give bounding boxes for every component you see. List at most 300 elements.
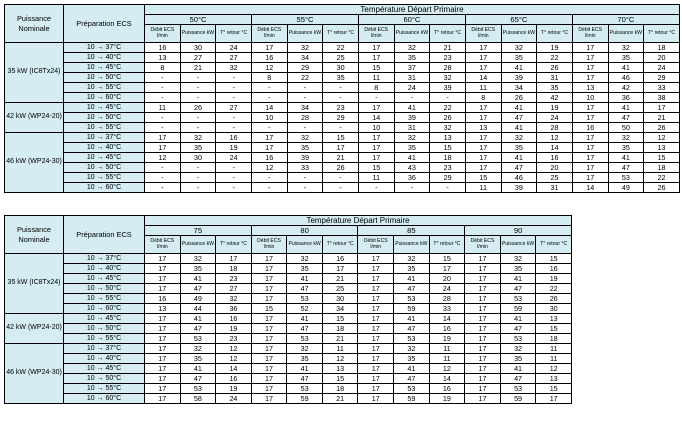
preparation-cell: 10 → 37°C bbox=[64, 133, 145, 143]
value-cell: 39 bbox=[394, 113, 430, 123]
value-cell: 19 bbox=[216, 143, 252, 153]
value-cell: 17 bbox=[145, 254, 181, 264]
value-cell: 17 bbox=[145, 264, 181, 274]
value-cell: 21 bbox=[430, 43, 466, 53]
value-cell: 53 bbox=[394, 294, 430, 304]
value-cell: - bbox=[216, 83, 252, 93]
value-cell: - bbox=[430, 93, 466, 103]
value-cell: 35 bbox=[323, 73, 359, 83]
value-cell: 26 bbox=[537, 63, 573, 73]
value-cell: 13 bbox=[644, 143, 680, 153]
value-cell: 27 bbox=[216, 103, 252, 113]
value-cell: 41 bbox=[394, 364, 430, 374]
value-cell: 13 bbox=[322, 364, 358, 374]
value-cell: 11 bbox=[358, 73, 394, 83]
value-cell: 17 bbox=[251, 314, 287, 324]
value-cell: 17 bbox=[465, 163, 501, 173]
group-header: 55°C bbox=[251, 15, 358, 25]
value-cell: 22 bbox=[323, 43, 359, 53]
value-cell: 22 bbox=[536, 284, 572, 294]
value-cell: 47 bbox=[394, 324, 430, 334]
value-cell: - bbox=[216, 73, 252, 83]
value-cell: 17 bbox=[465, 143, 501, 153]
value-cell: 24 bbox=[394, 83, 430, 93]
value-cell: 21 bbox=[322, 394, 358, 404]
value-cell: 13 bbox=[145, 304, 181, 314]
value-cell: 39 bbox=[501, 183, 537, 193]
value-cell: 17 bbox=[358, 294, 394, 304]
value-cell: 18 bbox=[430, 153, 466, 163]
value-cell: - bbox=[216, 93, 252, 103]
value-cell: 17 bbox=[465, 394, 501, 404]
table-row bbox=[5, 364, 572, 374]
table-row bbox=[5, 314, 572, 324]
value-cell: 33 bbox=[287, 163, 323, 173]
value-cell: 17 bbox=[145, 374, 181, 384]
value-cell: 14 bbox=[429, 314, 465, 324]
value-cell: 11 bbox=[429, 354, 465, 364]
value-cell: 17 bbox=[465, 314, 501, 324]
group-header: 90 bbox=[465, 226, 572, 236]
value-cell: 26 bbox=[644, 183, 680, 193]
value-cell: 19 bbox=[537, 43, 573, 53]
value-cell: 17 bbox=[358, 394, 394, 404]
value-cell: 17 bbox=[251, 254, 287, 264]
value-cell: 32 bbox=[180, 344, 216, 354]
value-cell: 47 bbox=[287, 374, 323, 384]
value-cell: 42 bbox=[537, 93, 573, 103]
value-cell: 32 bbox=[608, 133, 644, 143]
value-cell: 31 bbox=[394, 73, 430, 83]
value-cell: 17 bbox=[251, 394, 287, 404]
value-cell: 39 bbox=[501, 73, 537, 83]
value-cell: 41 bbox=[608, 153, 644, 163]
power-label: 46 kW (WP24-30) bbox=[5, 133, 64, 193]
value-cell: 17 bbox=[358, 153, 394, 163]
value-cell: 29 bbox=[287, 63, 323, 73]
value-cell: 18 bbox=[644, 43, 680, 53]
value-cell: 24 bbox=[216, 394, 252, 404]
value-cell: 41 bbox=[287, 274, 323, 284]
value-cell: 17 bbox=[429, 264, 465, 274]
value-cell: 17 bbox=[145, 284, 181, 294]
value-cell: 17 bbox=[251, 324, 287, 334]
value-cell: 32 bbox=[216, 294, 252, 304]
value-cell: 32 bbox=[608, 43, 644, 53]
value-cell: 49 bbox=[180, 294, 216, 304]
value-cell: 27 bbox=[180, 53, 216, 63]
value-cell: - bbox=[180, 113, 216, 123]
preparation-cell: 10 → 45°C bbox=[64, 314, 145, 324]
value-cell: 17 bbox=[145, 324, 181, 334]
group-header: 50°C bbox=[145, 15, 252, 25]
group-header: 85 bbox=[358, 226, 465, 236]
value-cell: - bbox=[145, 173, 181, 183]
value-cell: 8 bbox=[465, 93, 501, 103]
value-cell: - bbox=[145, 123, 181, 133]
value-cell: 59 bbox=[287, 394, 323, 404]
value-cell: 27 bbox=[216, 284, 252, 294]
value-cell: 17 bbox=[358, 143, 394, 153]
header-row-main bbox=[5, 5, 680, 15]
value-cell: 19 bbox=[537, 103, 573, 113]
value-cell: 47 bbox=[501, 113, 537, 123]
sub-header: Puissance kW bbox=[394, 236, 430, 254]
preparation-cell: 10 → 55°C bbox=[64, 123, 145, 133]
value-cell: 43 bbox=[394, 163, 430, 173]
value-cell: 17 bbox=[145, 354, 181, 364]
value-cell: 11 bbox=[536, 344, 572, 354]
value-cell: - bbox=[287, 183, 323, 193]
value-cell: 35 bbox=[287, 354, 323, 364]
main-temperature-header: Température Départ Primaire bbox=[145, 5, 680, 15]
group-header: 60°C bbox=[358, 15, 465, 25]
value-cell: 30 bbox=[536, 304, 572, 314]
value-cell: - bbox=[180, 173, 216, 183]
value-cell: 35 bbox=[394, 53, 430, 63]
value-cell: 19 bbox=[429, 334, 465, 344]
value-cell: 36 bbox=[394, 173, 430, 183]
value-cell: 20 bbox=[537, 163, 573, 173]
value-cell: - bbox=[287, 173, 323, 183]
value-cell: 35 bbox=[287, 143, 323, 153]
value-cell: 17 bbox=[465, 133, 501, 143]
value-cell: 35 bbox=[180, 143, 216, 153]
table-row bbox=[5, 123, 680, 133]
value-cell: 17 bbox=[465, 294, 501, 304]
sub-header: T° retour °C bbox=[322, 236, 358, 254]
value-cell: 17 bbox=[465, 354, 501, 364]
value-cell: 20 bbox=[429, 274, 465, 284]
table-row bbox=[5, 143, 680, 153]
value-cell: - bbox=[145, 83, 181, 93]
value-cell: 12 bbox=[644, 133, 680, 143]
value-cell: 49 bbox=[608, 183, 644, 193]
value-cell: 29 bbox=[644, 73, 680, 83]
value-cell: - bbox=[323, 93, 359, 103]
value-cell: 18 bbox=[536, 334, 572, 344]
value-cell: 14 bbox=[429, 374, 465, 384]
value-cell: 47 bbox=[608, 163, 644, 173]
value-cell: 47 bbox=[180, 324, 216, 334]
value-cell: 32 bbox=[501, 133, 537, 143]
value-cell: 15 bbox=[536, 254, 572, 264]
value-cell: 47 bbox=[287, 324, 323, 334]
value-cell: 16 bbox=[251, 153, 287, 163]
value-cell: 17 bbox=[572, 53, 608, 63]
value-cell: 59 bbox=[500, 394, 536, 404]
value-cell: 59 bbox=[394, 304, 430, 314]
value-cell: 29 bbox=[430, 173, 466, 183]
value-cell: 36 bbox=[216, 304, 252, 314]
value-cell: 17 bbox=[145, 344, 181, 354]
sub-header: T° retour °C bbox=[216, 25, 252, 43]
value-cell: 24 bbox=[429, 284, 465, 294]
value-cell: 41 bbox=[394, 274, 430, 284]
value-cell: 34 bbox=[501, 83, 537, 93]
value-cell: - bbox=[216, 123, 252, 133]
value-cell: 17 bbox=[322, 264, 358, 274]
sub-header: T° retour °C bbox=[429, 236, 465, 254]
value-cell: 33 bbox=[644, 83, 680, 93]
value-cell: 17 bbox=[358, 374, 394, 384]
performance-table-75-90 bbox=[4, 215, 572, 404]
value-cell: 13 bbox=[465, 123, 501, 133]
power-label: 42 kW (WP24-20) bbox=[5, 103, 64, 133]
value-cell: - bbox=[145, 73, 181, 83]
value-cell: 19 bbox=[536, 274, 572, 284]
value-cell: 32 bbox=[501, 43, 537, 53]
table-row bbox=[5, 113, 680, 123]
value-cell: 17 bbox=[251, 133, 287, 143]
value-cell: 46 bbox=[501, 173, 537, 183]
value-cell: 15 bbox=[429, 254, 465, 264]
value-cell: 12 bbox=[429, 364, 465, 374]
value-cell: 17 bbox=[465, 113, 501, 123]
sub-header: Puissance kW bbox=[608, 25, 644, 43]
value-cell: 14 bbox=[465, 73, 501, 83]
sub-header: Puissance kW bbox=[500, 236, 536, 254]
value-cell: 22 bbox=[287, 73, 323, 83]
value-cell: 47 bbox=[500, 284, 536, 294]
table-row bbox=[5, 133, 680, 143]
value-cell: 21 bbox=[323, 153, 359, 163]
value-cell: 16 bbox=[429, 384, 465, 394]
value-cell: 17 bbox=[358, 254, 394, 264]
value-cell: 41 bbox=[500, 314, 536, 324]
value-cell: 17 bbox=[251, 354, 287, 364]
sub-header: Puissance kW bbox=[180, 236, 216, 254]
value-cell: 32 bbox=[500, 344, 536, 354]
value-cell: 17 bbox=[358, 364, 394, 374]
value-cell: 35 bbox=[180, 264, 216, 274]
value-cell: 21 bbox=[322, 334, 358, 344]
value-cell: 15 bbox=[536, 384, 572, 394]
value-cell: 35 bbox=[537, 83, 573, 93]
value-cell: 8 bbox=[251, 73, 287, 83]
value-cell: 17 bbox=[145, 394, 181, 404]
value-cell: 17 bbox=[358, 53, 394, 63]
sub-header: Débit ECS l/min bbox=[251, 25, 287, 43]
value-cell: 53 bbox=[500, 294, 536, 304]
table-row bbox=[5, 334, 572, 344]
value-cell: 41 bbox=[180, 364, 216, 374]
value-cell: 17 bbox=[358, 264, 394, 274]
power-label: 35 kW (IC8Tx24) bbox=[5, 254, 64, 314]
value-cell: 17 bbox=[251, 344, 287, 354]
sub-header: Débit ECS l/min bbox=[358, 236, 394, 254]
value-cell: 41 bbox=[180, 274, 216, 284]
value-cell: - bbox=[323, 183, 359, 193]
value-cell: 17 bbox=[465, 254, 501, 264]
preparation-cell: 10 → 37°C bbox=[64, 43, 145, 53]
value-cell: 12 bbox=[537, 133, 573, 143]
value-cell: 12 bbox=[536, 364, 572, 374]
value-cell: 17 bbox=[251, 374, 287, 384]
value-cell: 17 bbox=[251, 143, 287, 153]
value-cell: 44 bbox=[180, 304, 216, 314]
value-cell: 18 bbox=[322, 324, 358, 334]
group-header: 65°C bbox=[465, 15, 572, 25]
value-cell: 28 bbox=[429, 294, 465, 304]
value-cell: 14 bbox=[251, 103, 287, 113]
value-cell: 53 bbox=[180, 384, 216, 394]
value-cell: 14 bbox=[572, 183, 608, 193]
value-cell: 10 bbox=[251, 113, 287, 123]
value-cell: - bbox=[394, 93, 430, 103]
value-cell: 35 bbox=[608, 143, 644, 153]
value-cell: 32 bbox=[180, 254, 216, 264]
table-row bbox=[5, 254, 572, 264]
value-cell: 17 bbox=[465, 334, 501, 344]
table-row bbox=[5, 324, 572, 334]
sub-header: T° retour °C bbox=[430, 25, 466, 43]
value-cell: 16 bbox=[572, 123, 608, 133]
value-cell: 27 bbox=[216, 53, 252, 63]
preparation-cell: 10 → 40°C bbox=[64, 354, 145, 364]
value-cell: 13 bbox=[572, 83, 608, 93]
value-cell: 31 bbox=[394, 123, 430, 133]
value-cell: 34 bbox=[287, 103, 323, 113]
value-cell: 41 bbox=[501, 63, 537, 73]
value-cell: 17 bbox=[572, 113, 608, 123]
value-cell: 14 bbox=[358, 113, 394, 123]
value-cell: 17 bbox=[465, 364, 501, 374]
value-cell: 16 bbox=[537, 153, 573, 163]
value-cell: 11 bbox=[358, 173, 394, 183]
preparation-cell: 10 → 55°C bbox=[64, 384, 145, 394]
value-cell: - bbox=[180, 93, 216, 103]
value-cell: 17 bbox=[465, 103, 501, 113]
value-cell: 22 bbox=[430, 103, 466, 113]
value-cell: - bbox=[287, 93, 323, 103]
sub-header: Débit ECS l/min bbox=[465, 236, 501, 254]
value-cell: 18 bbox=[644, 163, 680, 173]
value-cell: 17 bbox=[145, 384, 181, 394]
power-label: 46 kW (WP24-30) bbox=[5, 344, 64, 404]
value-cell: - bbox=[323, 173, 359, 183]
table-row bbox=[5, 73, 680, 83]
value-cell: 41 bbox=[180, 314, 216, 324]
power-label: 42 kW (WP24-20) bbox=[5, 314, 64, 344]
value-cell: 31 bbox=[537, 73, 573, 83]
value-cell: 12 bbox=[251, 163, 287, 173]
value-cell: 17 bbox=[465, 264, 501, 274]
value-cell: - bbox=[180, 163, 216, 173]
value-cell: 53 bbox=[287, 294, 323, 304]
value-cell: 53 bbox=[394, 384, 430, 394]
preparation-cell: 10 → 40°C bbox=[64, 264, 145, 274]
value-cell: 35 bbox=[500, 264, 536, 274]
value-cell: 39 bbox=[287, 153, 323, 163]
preparation-cell: 10 → 60°C bbox=[64, 394, 145, 404]
value-cell: 17 bbox=[251, 43, 287, 53]
value-cell: 15 bbox=[322, 314, 358, 324]
value-cell: 32 bbox=[394, 254, 430, 264]
table2-header bbox=[5, 216, 572, 254]
value-cell: 16 bbox=[322, 254, 358, 264]
preparation-cell: 10 → 45°C bbox=[64, 153, 145, 163]
preparation-cell: 10 → 37°C bbox=[64, 344, 145, 354]
value-cell: 11 bbox=[145, 103, 181, 113]
value-cell: - bbox=[180, 183, 216, 193]
value-cell: 16 bbox=[145, 43, 181, 53]
value-cell: 28 bbox=[537, 123, 573, 133]
value-cell: 35 bbox=[394, 354, 430, 364]
value-cell: 53 bbox=[287, 334, 323, 344]
value-cell: 59 bbox=[500, 304, 536, 314]
table-row bbox=[5, 354, 572, 364]
value-cell: 41 bbox=[501, 153, 537, 163]
table-row bbox=[5, 344, 572, 354]
value-cell: 47 bbox=[287, 284, 323, 294]
value-cell: 21 bbox=[322, 274, 358, 284]
value-cell: 24 bbox=[537, 113, 573, 123]
value-cell: 17 bbox=[572, 133, 608, 143]
value-cell: 15 bbox=[358, 163, 394, 173]
value-cell: 10 bbox=[358, 123, 394, 133]
value-cell: 41 bbox=[394, 103, 430, 113]
value-cell: 53 bbox=[500, 384, 536, 394]
value-cell: 19 bbox=[429, 394, 465, 404]
value-cell: 15 bbox=[251, 304, 287, 314]
value-cell: 25 bbox=[323, 53, 359, 63]
value-cell: 16 bbox=[145, 294, 181, 304]
value-cell: 41 bbox=[501, 103, 537, 113]
value-cell: 18 bbox=[216, 264, 252, 274]
value-cell: 32 bbox=[500, 254, 536, 264]
value-cell: 17 bbox=[145, 364, 181, 374]
value-cell: 35 bbox=[394, 143, 430, 153]
table-row bbox=[5, 304, 572, 314]
value-cell: 14 bbox=[537, 143, 573, 153]
value-cell: 17 bbox=[358, 284, 394, 294]
value-cell: 32 bbox=[394, 344, 430, 354]
value-cell: 39 bbox=[430, 83, 466, 93]
value-cell: 41 bbox=[500, 364, 536, 374]
sub-header: Puissance kW bbox=[501, 25, 537, 43]
preparation-cell: 10 → 45°C bbox=[64, 364, 145, 374]
value-cell: 16 bbox=[216, 133, 252, 143]
value-cell: 23 bbox=[430, 163, 466, 173]
value-cell: 47 bbox=[394, 284, 430, 294]
value-cell: 17 bbox=[251, 284, 287, 294]
value-cell: 28 bbox=[430, 63, 466, 73]
value-cell: 16 bbox=[216, 314, 252, 324]
value-cell: 19 bbox=[216, 324, 252, 334]
value-cell: 17 bbox=[465, 324, 501, 334]
value-cell: 26 bbox=[180, 103, 216, 113]
value-cell: 15 bbox=[323, 133, 359, 143]
value-cell: 17 bbox=[465, 63, 501, 73]
table-row bbox=[5, 264, 572, 274]
preparation-cell: 10 → 55°C bbox=[64, 334, 145, 344]
value-cell: 17 bbox=[145, 133, 181, 143]
value-cell: - bbox=[145, 113, 181, 123]
value-cell: 15 bbox=[358, 63, 394, 73]
value-cell: - bbox=[251, 83, 287, 93]
value-cell: 17 bbox=[465, 384, 501, 394]
value-cell: 37 bbox=[394, 63, 430, 73]
value-cell: 17 bbox=[358, 324, 394, 334]
table-row bbox=[5, 183, 680, 193]
value-cell: 32 bbox=[394, 133, 430, 143]
value-cell: 24 bbox=[216, 43, 252, 53]
value-cell: 11 bbox=[536, 354, 572, 364]
value-cell: 17 bbox=[358, 43, 394, 53]
value-cell: - bbox=[323, 123, 359, 133]
preparation-cell: 10 → 60°C bbox=[64, 183, 145, 193]
